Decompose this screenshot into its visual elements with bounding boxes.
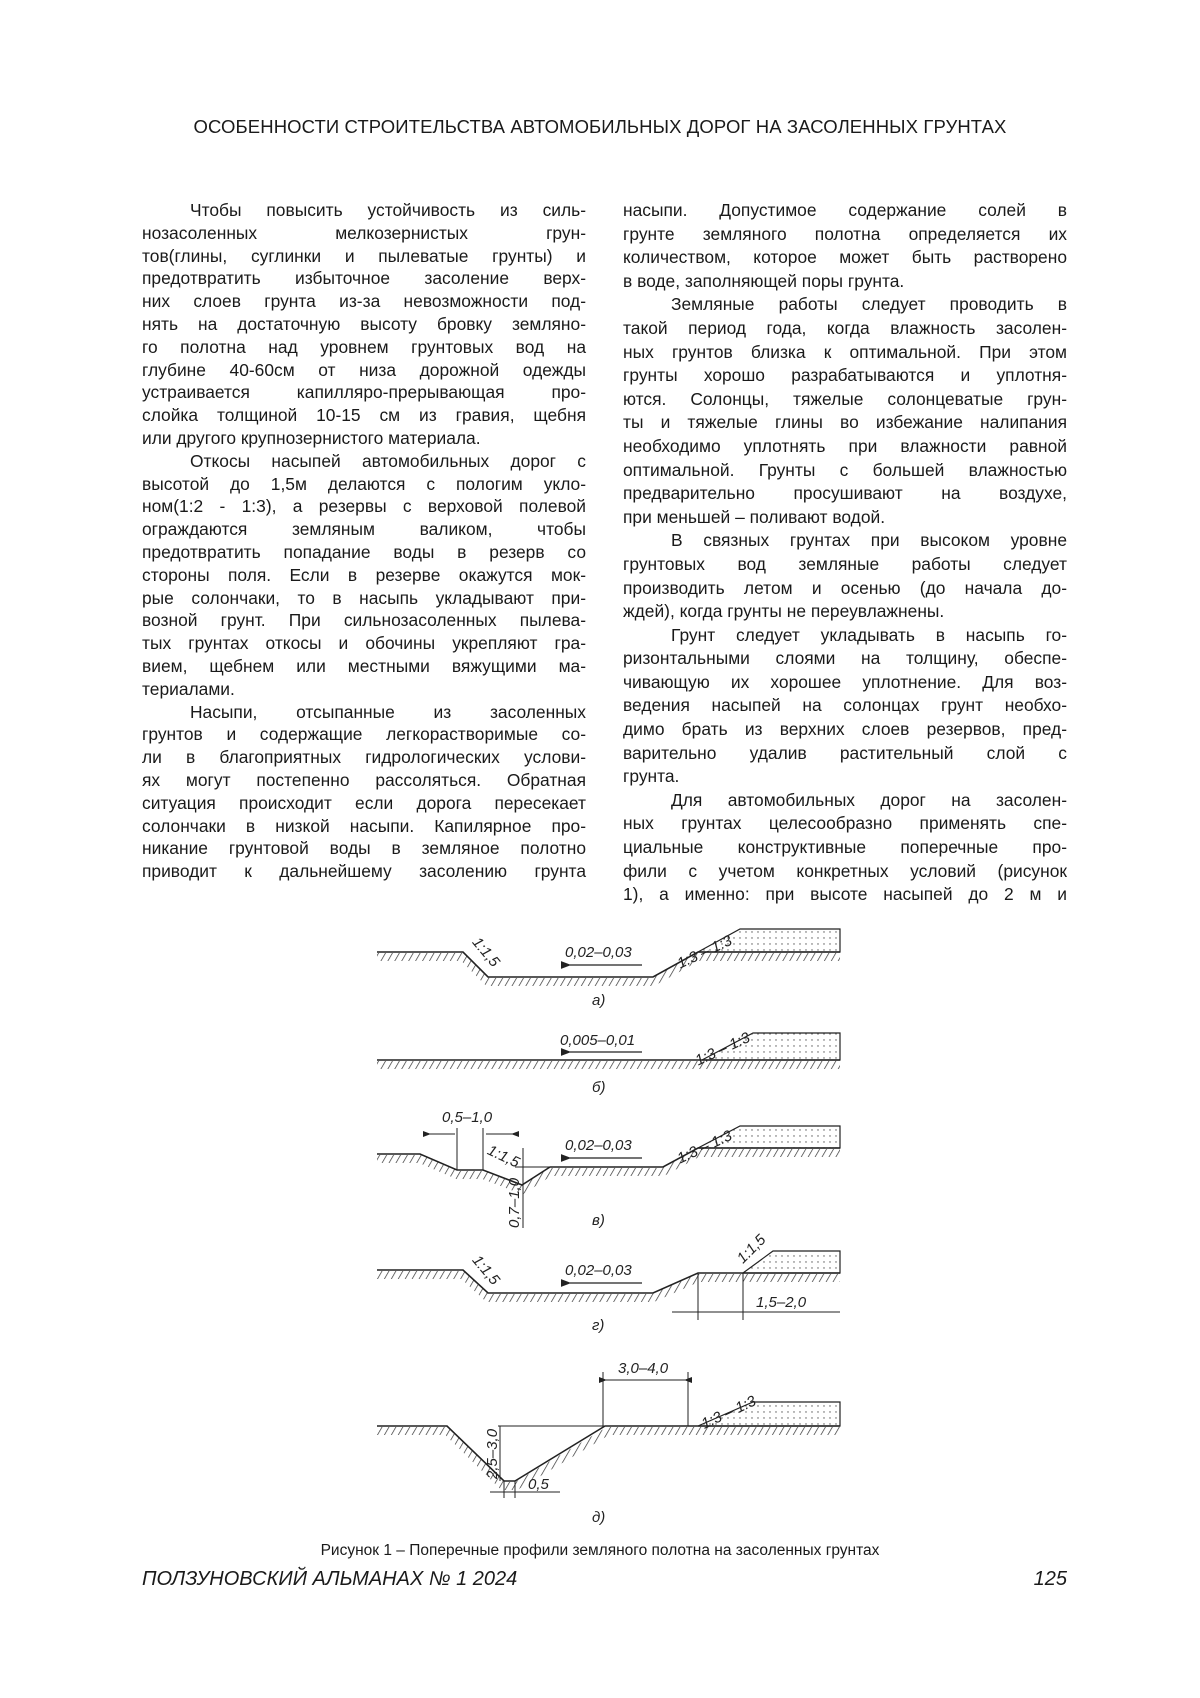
dimension-label: 0,5 [528,1476,550,1493]
text-line: ризонтальными слоями на толщину, обеспе- [623,647,1067,671]
text-line: устраивается капилляро-прерывающая про- [142,381,586,404]
text-line: димо брать из верхних слоев резервов, пред- [623,718,1067,742]
slope-label: 1:1,5 [469,934,504,971]
slope-label: 1:3 – 1:3 [699,1392,760,1432]
dimension-label: 0,7–1,0 [506,1177,523,1228]
text-line: Грунт следует укладывать в насыпь го- [623,624,1067,648]
text-line: возной грунт. При сильнозасоленных пылева- [142,609,586,632]
text-line: или другого крупнозернистого материала. [142,427,586,450]
text-line: тов(глины, суглинки и пылеватые грунты) и [142,245,586,268]
text-line: ждей), когда грунты не переувлажнены. [623,600,1067,624]
text-line: ты и тяжелые глины во избежание налипания [623,411,1067,435]
figure-caption: Рисунок 1 – Поперечные профили земляного полотна на засоленных грунтах [0,1542,1200,1560]
profile-label: б) [592,1079,605,1096]
text-line: ются. Солонцы, тяжелые солонцеватые грун- [623,388,1067,412]
text-line: тых грунтах откосы и обочины укрепляют гра- [142,632,586,655]
slope-label: 1:1,5 [734,1231,770,1267]
text-line: солончаки в низкой насыпи. Капилярное про- [142,815,586,838]
profile-label: д) [592,1509,605,1526]
text-line: ных грунтов близка к оптимальной. При этом [623,341,1067,365]
figure-cross-sections [0,0,1200,1698]
dimension-label: 3,0–4,0 [618,1360,669,1377]
text-line: В связных грунтах при высоком уровне [623,529,1067,553]
dimension-label: 2,5–3,0 [484,1428,501,1480]
text-line: ведения насыпей на солонцах грунт необхо- [623,694,1067,718]
text-line: варительно удалив растительный слой с [623,742,1067,766]
text-line: ситуация происходит если дорога пересекает [142,792,586,815]
text-line: предотвратить попадание воды в резерв со [142,541,586,564]
text-line: в воде, заполняющей поры грунта. [623,270,1067,294]
text-line: Насыпи, отсыпанные из засоленных [142,701,586,724]
text-line: 1), а именно: при высоте насыпей до 2 м и [623,883,1067,907]
text-line: стороны поля. Если в резерве окажутся мок- [142,564,586,587]
gradient-label: 0,02–0,03 [565,1137,632,1154]
slope-label: 1:1,5 [485,1142,523,1172]
slope-label: 1:3 – 1:3 [675,1127,736,1167]
dimension-label: 0,5–1,0 [442,1109,493,1126]
page-title: ОСОБЕННОСТИ СТРОИТЕЛЬСТВА АВТОМОБИЛЬНЫХ ДОРОГ НА ЗАСОЛЕННЫХ ГРУНТАХ [0,116,1200,138]
gradient-label: 0,005–0,01 [560,1032,635,1049]
text-line: рые солончаки, то в насыпь укладывают при- [142,587,586,610]
text-line: циальные конструктивные поперечные про- [623,836,1067,860]
text-line: слойка толщиной 10-15 см из гравия, щебня [142,404,586,427]
text-line: грунте земляного полотна определяется их [623,223,1067,247]
slope-label: 1:3 – 1:3 [693,1029,754,1069]
text-line: них слоев грунта из-за невозможности под- [142,290,586,313]
text-line: производить летом и осенью (до начала до- [623,577,1067,601]
text-line: количеством, которое может быть растворено [623,246,1067,270]
text-line: предотвратить избыточное засоление верх- [142,267,586,290]
text-line: грунтов и содержащие легкорастворимые со- [142,723,586,746]
text-line: Чтобы повысить устойчивость из силь- [142,199,586,222]
text-line: го полотна над уровнем грунтовых вод на [142,336,586,359]
text-line: ных грунтах целесообразно применять спе- [623,812,1067,836]
text-line: Откосы насыпей автомобильных дорог с [142,450,586,473]
text-line: ном(1:2 - 1:3), а резервы с верховой полевой [142,495,586,518]
profile-label: а) [592,992,605,1009]
profile-label: в) [592,1212,605,1229]
dimension-label: 1,5–2,0 [756,1294,807,1311]
text-line: приводит к дальнейшему засолению грунта [142,860,586,883]
text-line: высотой до 1,5м делаются с пологим укло- [142,473,586,496]
text-line: оптимальной. Грунты с большей влажностью [623,459,1067,483]
text-line: грунтовых вод земляные работы следует [623,553,1067,577]
profile-label: г) [592,1317,604,1334]
text-line: грунта. [623,765,1067,789]
gradient-label: 0,02–0,03 [565,1262,632,1279]
text-line: насыпи. Допустимое содержание солей в [623,199,1067,223]
text-line: глубине 40-60см от низа дорожной одежды [142,359,586,382]
text-line: грунты хорошо разрабатываются и уплотня- [623,364,1067,388]
gradient-label: 0,02–0,03 [565,944,632,961]
text-line: нять на достаточную высоту бровку земляно- [142,313,586,336]
text-line: нозасоленных мелкозернистых грун- [142,222,586,245]
page-number: 125 [1034,1568,1067,1591]
profile-d [377,1372,840,1498]
text-line: необходимо уплотнять при влажности равной [623,435,1067,459]
slope-label: 1:3 – 1:3 [675,932,736,972]
text-line: никание грунтовой воды в земляное полотно [142,837,586,860]
text-line: ли в благоприятных гидрологических услови- [142,746,586,769]
page-footer [142,1568,1067,1591]
journal-name: ПОЛЗУНОВСКИЙ АЛЬМАНАХ № 1 2024 [142,1568,517,1591]
text-line: чивающую их хорошее уплотнение. Для воз- [623,671,1067,695]
slope-label: 1:1,5 [469,1252,504,1289]
text-line: фили с учетом конкретных условий (рисунок [623,860,1067,884]
text-line: при меньшей – поливают водой. [623,506,1067,530]
text-line: ях могут постепенно рассоляться. Обратная [142,769,586,792]
text-line: вием, щебнем или местными вяжущими ма- [142,655,586,678]
text-line: Для автомобильных дорог на засолен- [623,789,1067,813]
text-line: Земляные работы следует проводить в [623,293,1067,317]
text-line: такой период года, когда влажность засолен- [623,317,1067,341]
text-line: ограждаются земляным валиком, чтобы [142,518,586,541]
text-line: предварительно просушивают на воздухе, [623,482,1067,506]
text-line: териалами. [142,678,586,701]
